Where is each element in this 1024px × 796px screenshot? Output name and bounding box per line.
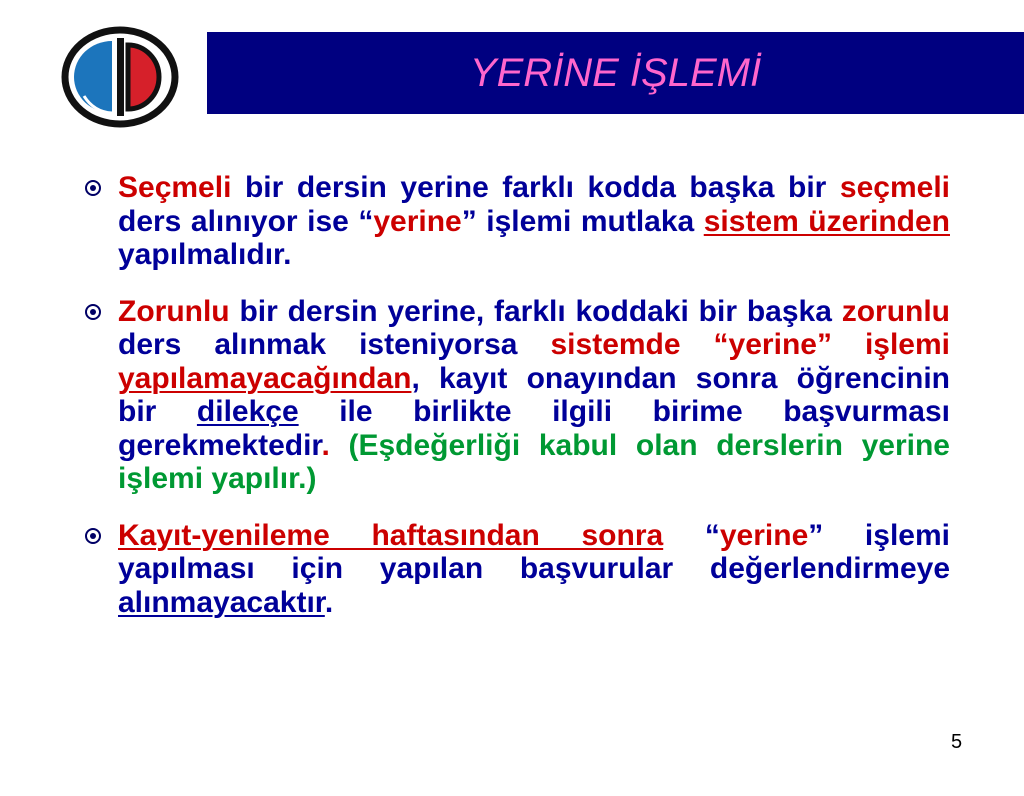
- university-logo: [60, 26, 180, 128]
- body-text: bir dersin yerine, farklı koddaki bir başka: [229, 294, 842, 328]
- underlined-highlighted-term: Kayıt-yenileme haftasından sonra: [118, 518, 664, 552]
- title-bar: [207, 32, 1024, 114]
- body-text: ders alınmak isteniyorsa: [118, 328, 551, 361]
- bullet-item: [118, 295, 950, 496]
- body-text: “: [663, 518, 720, 552]
- highlighted-term: Zorunlu: [118, 294, 230, 328]
- highlighted-term: sistemde “yerine” işlemi: [550, 328, 950, 361]
- underlined-term: alınmayacaktır: [118, 585, 325, 619]
- body-text: , kayıt onayından sonra öğrencinin bir: [118, 361, 950, 428]
- highlighted-period: .: [321, 428, 330, 462]
- underlined-term: dilekçe: [196, 395, 299, 428]
- highlighted-term: yerine: [719, 518, 809, 552]
- highlighted-term: yerine: [373, 204, 462, 238]
- body-text: ” işlemi mutlaka: [461, 204, 704, 238]
- highlighted-term: seçmeli: [839, 171, 950, 204]
- slide-title: YERİNE İŞLEMİ: [469, 51, 762, 95]
- highlighted-term: zorunlu: [841, 294, 950, 328]
- highlighted-term: Seçmeli: [118, 171, 232, 204]
- body-text: bir dersin yerine farklı kodda başka bir: [231, 171, 840, 204]
- body-text: yapılmalıdır.: [118, 238, 292, 271]
- underlined-highlighted-term: yapılamayacağından: [118, 361, 412, 395]
- note-text: (Eşdeğerliği kabul olan derslerin yerine işlemi yapılır.): [118, 428, 950, 495]
- body-text: ders alınıyor ise “: [118, 204, 374, 238]
- page-number: 5: [951, 731, 963, 753]
- bullet-item: [118, 519, 950, 620]
- bullet-item: [118, 171, 950, 272]
- underlined-highlighted-term: sistem üzerinden: [703, 204, 950, 238]
- bullet-list: [118, 171, 950, 642]
- circled-dot-bullet-icon: [85, 180, 101, 196]
- body-text: ile birlikte ilgili birime başvurması gerekmektedir: [118, 395, 950, 462]
- body-text: ” işlemi yapılması için yapılan başvurular değerlendirmeye: [118, 518, 950, 585]
- circled-dot-bullet-icon: [85, 528, 101, 544]
- circled-dot-bullet-icon: [85, 304, 101, 320]
- body-text: .: [324, 585, 334, 619]
